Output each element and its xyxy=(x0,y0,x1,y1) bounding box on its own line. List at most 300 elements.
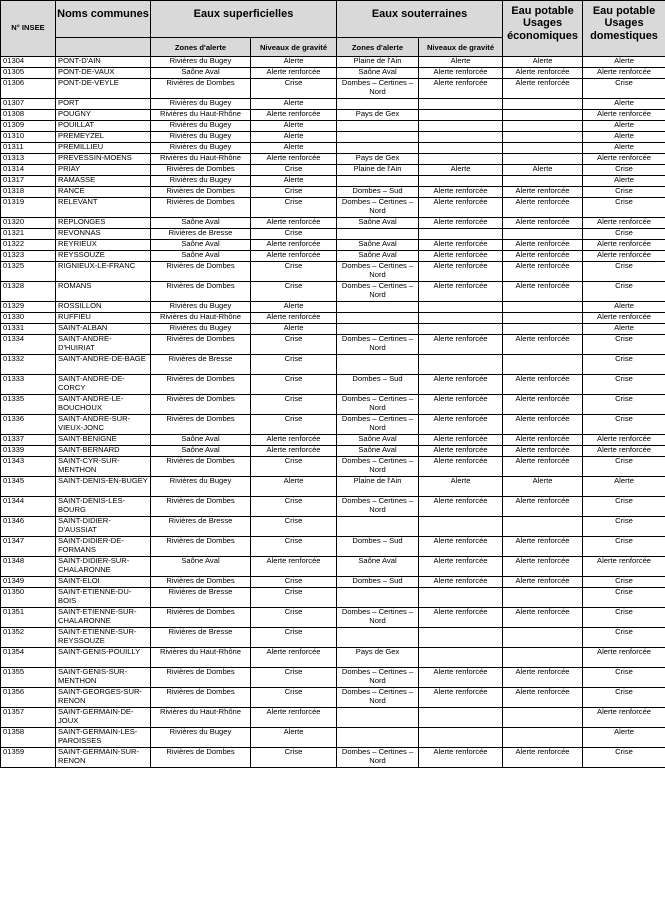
surface-zone-cell: Rivières de Bresse xyxy=(151,628,251,648)
potable-dom-cell: Crise xyxy=(583,748,665,768)
commune-cell: POUILLAT xyxy=(56,121,151,132)
ground-level-cell xyxy=(419,355,503,375)
ground-level-cell: Alerte renforcée xyxy=(419,446,503,457)
insee-cell: 01346 xyxy=(1,517,56,537)
table-row xyxy=(1,132,665,143)
ground-zone-cell: Dombes – Certines – Nord xyxy=(337,688,419,708)
potable-eco-cell: Alerte renforcée xyxy=(503,668,583,688)
surface-level-cell: Crise xyxy=(251,165,337,176)
insee-cell: 01345 xyxy=(1,477,56,497)
surface-level-cell: Alerte renforcée xyxy=(251,313,337,324)
commune-cell: REYSSOUZE xyxy=(56,251,151,262)
ground-level-cell xyxy=(419,154,503,165)
potable-dom-cell: Crise xyxy=(583,198,665,218)
potable-dom-cell: Crise xyxy=(583,497,665,517)
potable-dom-cell: Crise xyxy=(583,457,665,477)
surface-level-cell: Alerte renforcée xyxy=(251,218,337,229)
ground-zone-cell: Saône Aval xyxy=(337,240,419,251)
ground-level-cell: Alerte renforcée xyxy=(419,198,503,218)
surface-zone-cell: Rivières du Bugey xyxy=(151,477,251,497)
potable-dom-cell: Crise xyxy=(583,79,665,99)
potable-eco-cell: Alerte renforcée xyxy=(503,537,583,557)
surface-zone-cell: Rivières de Dombes xyxy=(151,668,251,688)
surface-zone-cell: Rivières de Bresse xyxy=(151,355,251,375)
ground-level-cell xyxy=(419,121,503,132)
insee-cell: 01323 xyxy=(1,251,56,262)
surface-zone-cell: Rivières du Bugey xyxy=(151,132,251,143)
ground-level-cell xyxy=(419,588,503,608)
surface-level-cell: Crise xyxy=(251,229,337,240)
surface-zone-cell: Rivières du Bugey xyxy=(151,57,251,68)
surface-level-cell: Crise xyxy=(251,375,337,395)
potable-eco-cell: Alerte renforcée xyxy=(503,218,583,229)
potable-dom-cell: Alerte xyxy=(583,132,665,143)
ground-zone-cell xyxy=(337,588,419,608)
surface-zone-cell: Rivières de Dombes xyxy=(151,608,251,628)
ground-level-cell xyxy=(419,708,503,728)
surface-zone-cell: Rivières du Haut-Rhône xyxy=(151,110,251,121)
insee-cell: 01356 xyxy=(1,688,56,708)
table-row xyxy=(1,628,665,648)
insee-cell: 01310 xyxy=(1,132,56,143)
commune-cell: SAINT-DENIS-EN-BUGEY xyxy=(56,477,151,497)
commune-cell: SAINT-GERMAIN-DE-JOUX xyxy=(56,708,151,728)
ground-level-cell xyxy=(419,99,503,110)
surface-level-cell: Alerte xyxy=(251,143,337,154)
ground-level-cell xyxy=(419,648,503,668)
surface-level-cell: Crise xyxy=(251,688,337,708)
ground-zone-cell: Dombes – Certines – Nord xyxy=(337,497,419,517)
potable-eco-cell: Alerte renforcée xyxy=(503,748,583,768)
surface-level-cell: Crise xyxy=(251,748,337,768)
surface-level-cell: Crise xyxy=(251,608,337,628)
potable-dom-cell: Crise xyxy=(583,375,665,395)
potable-eco-cell xyxy=(503,517,583,537)
ground-level-cell: Alerte renforcée xyxy=(419,240,503,251)
insee-cell: 01349 xyxy=(1,577,56,588)
surface-zone-cell: Rivières de Dombes xyxy=(151,165,251,176)
ground-level-cell xyxy=(419,132,503,143)
ground-zone-cell xyxy=(337,132,419,143)
surface-level-cell: Alerte renforcée xyxy=(251,648,337,668)
commune-cell: SAINT-GENIS-SUR-MENTHON xyxy=(56,668,151,688)
potable-eco-cell xyxy=(503,728,583,748)
table-row xyxy=(1,229,665,240)
table-row xyxy=(1,355,665,375)
commune-cell: SAINT-ALBAN xyxy=(56,324,151,335)
commune-cell: SAINT-BENIGNE xyxy=(56,435,151,446)
ground-zone-cell xyxy=(337,628,419,648)
potable-dom-cell: Alerte renforcée xyxy=(583,218,665,229)
potable-eco-cell: Alerte renforcée xyxy=(503,446,583,457)
table-row xyxy=(1,648,665,668)
header-potable-eco xyxy=(503,1,583,57)
surface-zone-cell: Rivières du Bugey xyxy=(151,176,251,187)
potable-eco-cell: Alerte renforcée xyxy=(503,187,583,198)
table-row xyxy=(1,415,665,435)
potable-dom-cell: Crise xyxy=(583,262,665,282)
ground-zone-cell xyxy=(337,324,419,335)
insee-cell: 01325 xyxy=(1,262,56,282)
surface-zone-cell: Rivières de Dombes xyxy=(151,262,251,282)
surface-zone-cell: Rivières du Bugey xyxy=(151,728,251,748)
potable-dom-cell: Crise xyxy=(583,628,665,648)
insee-cell: 01330 xyxy=(1,313,56,324)
ground-zone-cell xyxy=(337,313,419,324)
header-row-top xyxy=(1,1,665,38)
commune-cell: ROSSILLON xyxy=(56,302,151,313)
insee-cell: 01343 xyxy=(1,457,56,477)
surface-zone-cell: Rivières de Dombes xyxy=(151,375,251,395)
commune-cell: SAINT-ANDRE-DE-BAGE xyxy=(56,355,151,375)
surface-level-cell: Alerte renforcée xyxy=(251,435,337,446)
commune-cell: SAINT-GENIS-POUILLY xyxy=(56,648,151,668)
insee-cell: 01314 xyxy=(1,165,56,176)
potable-dom-cell: Alerte xyxy=(583,477,665,497)
potable-eco-cell xyxy=(503,588,583,608)
surface-level-cell: Alerte xyxy=(251,57,337,68)
potable-dom-cell: Alerte renforcée xyxy=(583,708,665,728)
insee-cell: 01357 xyxy=(1,708,56,728)
insee-cell: 01331 xyxy=(1,324,56,335)
table-row xyxy=(1,728,665,748)
ground-zone-cell: Pays de Gex xyxy=(337,110,419,121)
ground-level-cell: Alerte renforcée xyxy=(419,68,503,79)
ground-level-cell: Alerte renforcée xyxy=(419,282,503,302)
insee-cell: 01307 xyxy=(1,99,56,110)
commune-cell: SAINT-ANDRE-D'HUIRIAT xyxy=(56,335,151,355)
header-potable-dom xyxy=(583,1,665,57)
table-row xyxy=(1,668,665,688)
ground-zone-cell: Dombes – Sud xyxy=(337,375,419,395)
commune-cell: ROMANS xyxy=(56,282,151,302)
insee-cell: 01333 xyxy=(1,375,56,395)
ground-level-cell: Alerte renforcée xyxy=(419,748,503,768)
table-row xyxy=(1,176,665,187)
commune-cell: RAMASSE xyxy=(56,176,151,187)
ground-level-cell xyxy=(419,628,503,648)
insee-cell: 01329 xyxy=(1,302,56,313)
ground-level-cell: Alerte renforcée xyxy=(419,497,503,517)
ground-zone-cell: Dombes – Certines – Nord xyxy=(337,79,419,99)
table-row xyxy=(1,198,665,218)
potable-eco-cell: Alerte xyxy=(503,165,583,176)
potable-eco-cell xyxy=(503,708,583,728)
potable-eco-cell: Alerte renforcée xyxy=(503,608,583,628)
ground-zone-cell: Dombes – Certines – Nord xyxy=(337,262,419,282)
insee-cell: 01354 xyxy=(1,648,56,668)
table-row xyxy=(1,240,665,251)
ground-level-cell xyxy=(419,302,503,313)
insee-cell: 01306 xyxy=(1,79,56,99)
commune-cell: SAINT-GEORGES-SUR-RENON xyxy=(56,688,151,708)
potable-eco-cell: Alerte renforcée xyxy=(503,262,583,282)
ground-level-cell: Alerte renforcée xyxy=(419,335,503,355)
table-row xyxy=(1,435,665,446)
table-row xyxy=(1,218,665,229)
surface-level-cell: Crise xyxy=(251,79,337,99)
surface-level-cell: Alerte xyxy=(251,324,337,335)
header-surface-water-text: Eaux superficielles xyxy=(193,7,294,20)
ground-zone-cell xyxy=(337,355,419,375)
potable-dom-cell: Alerte xyxy=(583,99,665,110)
table-row xyxy=(1,477,665,497)
ground-level-cell: Alerte renforcée xyxy=(419,251,503,262)
commune-cell: RUFFIEU xyxy=(56,313,151,324)
table-row xyxy=(1,395,665,415)
surface-level-cell: Alerte xyxy=(251,99,337,110)
ground-level-cell: Alerte renforcée xyxy=(419,262,503,282)
table-row xyxy=(1,302,665,313)
potable-eco-cell xyxy=(503,628,583,648)
potable-dom-cell: Alerte renforcée xyxy=(583,110,665,121)
table-row xyxy=(1,313,665,324)
surface-level-cell: Alerte renforcée xyxy=(251,708,337,728)
surface-zone-cell: Saône Aval xyxy=(151,68,251,79)
potable-eco-cell xyxy=(503,132,583,143)
potable-dom-cell: Alerte renforcée xyxy=(583,648,665,668)
surface-level-cell: Alerte renforcée xyxy=(251,68,337,79)
ground-level-cell xyxy=(419,728,503,748)
table-row xyxy=(1,577,665,588)
ground-zone-cell xyxy=(337,176,419,187)
insee-cell: 01344 xyxy=(1,497,56,517)
ground-zone-cell: Plaine de l'Ain xyxy=(337,57,419,68)
ground-zone-cell: Saône Aval xyxy=(337,557,419,577)
potable-eco-cell xyxy=(503,302,583,313)
header-surface-water xyxy=(151,1,337,38)
potable-dom-cell: Crise xyxy=(583,355,665,375)
ground-level-cell: Alerte renforcée xyxy=(419,457,503,477)
header-insee: N° INSEE xyxy=(1,1,56,57)
surface-level-cell: Crise xyxy=(251,668,337,688)
surface-zone-cell: Rivières de Dombes xyxy=(151,335,251,355)
ground-level-cell: Alerte xyxy=(419,477,503,497)
ground-zone-cell: Dombes – Certines – Nord xyxy=(337,608,419,628)
surface-zone-cell: Rivières de Bresse xyxy=(151,229,251,240)
commune-cell: SAINT-CYR-SUR-MENTHON xyxy=(56,457,151,477)
potable-eco-cell: Alerte renforcée xyxy=(503,435,583,446)
insee-cell: 01337 xyxy=(1,435,56,446)
surface-level-cell: Crise xyxy=(251,187,337,198)
potable-dom-cell: Crise xyxy=(583,608,665,628)
potable-eco-cell: Alerte renforcée xyxy=(503,375,583,395)
potable-dom-cell: Alerte xyxy=(583,324,665,335)
surface-zone-cell: Rivières du Bugey xyxy=(151,121,251,132)
surface-level-cell: Crise xyxy=(251,262,337,282)
surface-level-cell: Crise xyxy=(251,395,337,415)
potable-eco-cell xyxy=(503,355,583,375)
insee-cell: 01335 xyxy=(1,395,56,415)
table-row xyxy=(1,187,665,198)
surface-level-cell: Alerte renforcée xyxy=(251,251,337,262)
ground-zone-cell: Dombes – Certines – Nord xyxy=(337,748,419,768)
table-row xyxy=(1,517,665,537)
potable-eco-cell: Alerte renforcée xyxy=(503,240,583,251)
surface-zone-cell: Saône Aval xyxy=(151,435,251,446)
potable-eco-cell: Alerte renforcée xyxy=(503,68,583,79)
ground-zone-cell: Dombes – Sud xyxy=(337,537,419,557)
surface-zone-cell: Rivières du Bugey xyxy=(151,143,251,154)
surface-zone-cell: Saône Aval xyxy=(151,446,251,457)
ground-level-cell: Alerte renforcée xyxy=(419,187,503,198)
potable-dom-cell: Crise xyxy=(583,395,665,415)
surface-zone-cell: Rivières de Dombes xyxy=(151,497,251,517)
potable-dom-cell: Crise xyxy=(583,688,665,708)
potable-dom-cell: Alerte renforcée xyxy=(583,446,665,457)
potable-eco-cell: Alerte renforcée xyxy=(503,79,583,99)
potable-dom-cell: Crise xyxy=(583,588,665,608)
commune-cell: PREVESSIN-MOENS xyxy=(56,154,151,165)
ground-level-cell: Alerte renforcée xyxy=(419,557,503,577)
surface-level-cell: Alerte renforcée xyxy=(251,110,337,121)
ground-zone-cell xyxy=(337,121,419,132)
ground-zone-cell: Dombes – Certines – Nord xyxy=(337,415,419,435)
surface-zone-cell: Saône Aval xyxy=(151,251,251,262)
insee-cell: 01321 xyxy=(1,229,56,240)
surface-level-cell: Alerte xyxy=(251,176,337,187)
surface-level-cell: Crise xyxy=(251,517,337,537)
potable-dom-cell: Alerte xyxy=(583,57,665,68)
ground-zone-cell xyxy=(337,143,419,154)
insee-cell: 01317 xyxy=(1,176,56,187)
potable-dom-cell: Crise xyxy=(583,229,665,240)
ground-zone-cell: Plaine de l'Ain xyxy=(337,477,419,497)
ground-zone-cell: Dombes – Certines – Nord xyxy=(337,457,419,477)
potable-eco-cell xyxy=(503,176,583,187)
ground-level-cell: Alerte renforcée xyxy=(419,375,503,395)
header-potable-eco-text: Eau potable Usages économiques xyxy=(507,4,578,42)
ground-level-cell xyxy=(419,143,503,154)
header-ground-levels: Niveaux de gravité xyxy=(419,38,503,57)
commune-cell: SAINT-ANDRE-DE-CORCY xyxy=(56,375,151,395)
insee-cell: 01319 xyxy=(1,198,56,218)
commune-cell: POUGNY xyxy=(56,110,151,121)
insee-cell: 01350 xyxy=(1,588,56,608)
surface-level-cell: Crise xyxy=(251,415,337,435)
potable-eco-cell: Alerte renforcée xyxy=(503,335,583,355)
insee-cell: 01347 xyxy=(1,537,56,557)
surface-level-cell: Alerte xyxy=(251,132,337,143)
commune-cell: PONT-DE-VEYLE xyxy=(56,79,151,99)
header-commune-text: Noms communes xyxy=(57,7,149,20)
header-ground-zones: Zones d'alerte xyxy=(337,38,419,57)
potable-eco-cell xyxy=(503,229,583,240)
commune-cell: SAINT-DIDIER-DE-FORMANS xyxy=(56,537,151,557)
ground-zone-cell xyxy=(337,728,419,748)
surface-level-cell: Crise xyxy=(251,282,337,302)
surface-level-cell: Crise xyxy=(251,628,337,648)
surface-level-cell: Alerte renforcée xyxy=(251,240,337,251)
surface-level-cell: Crise xyxy=(251,497,337,517)
table-row xyxy=(1,748,665,768)
surface-level-cell: Crise xyxy=(251,577,337,588)
potable-eco-cell xyxy=(503,121,583,132)
surface-level-cell: Alerte renforcée xyxy=(251,154,337,165)
ground-level-cell: Alerte xyxy=(419,165,503,176)
ground-zone-cell xyxy=(337,708,419,728)
ground-zone-cell: Dombes – Sud xyxy=(337,577,419,588)
potable-eco-cell: Alerte renforcée xyxy=(503,198,583,218)
potable-dom-cell: Alerte xyxy=(583,176,665,187)
ground-level-cell: Alerte renforcée xyxy=(419,435,503,446)
surface-level-cell: Alerte xyxy=(251,121,337,132)
table-row xyxy=(1,588,665,608)
potable-dom-cell: Crise xyxy=(583,187,665,198)
surface-zone-cell: Rivières du Haut-Rhône xyxy=(151,708,251,728)
ground-zone-cell: Saône Aval xyxy=(337,446,419,457)
potable-eco-cell: Alerte xyxy=(503,57,583,68)
surface-zone-cell: Rivières de Dombes xyxy=(151,395,251,415)
surface-level-cell: Crise xyxy=(251,588,337,608)
ground-zone-cell: Dombes – Certines – Nord xyxy=(337,282,419,302)
potable-eco-cell: Alerte renforcée xyxy=(503,688,583,708)
surface-zone-cell: Rivières du Haut-Rhône xyxy=(151,313,251,324)
surface-level-cell: Alerte xyxy=(251,302,337,313)
surface-zone-cell: Saône Aval xyxy=(151,557,251,577)
potable-eco-cell: Alerte renforcée xyxy=(503,251,583,262)
surface-level-cell: Alerte xyxy=(251,477,337,497)
table-row xyxy=(1,688,665,708)
commune-cell: PORT xyxy=(56,99,151,110)
surface-zone-cell: Rivières de Dombes xyxy=(151,688,251,708)
potable-eco-cell: Alerte renforcée xyxy=(503,415,583,435)
header-surface-zones: Zones d'alerte xyxy=(151,38,251,57)
surface-level-cell: Crise xyxy=(251,537,337,557)
table-row xyxy=(1,375,665,395)
table-row xyxy=(1,335,665,355)
table-row xyxy=(1,251,665,262)
table-row xyxy=(1,121,665,132)
commune-cell: REYRIEUX xyxy=(56,240,151,251)
potable-eco-cell xyxy=(503,324,583,335)
ground-level-cell: Alerte renforcée xyxy=(419,395,503,415)
table-row xyxy=(1,282,665,302)
commune-cell: SAINT-ANDRE-SUR-VIEUX-JONC xyxy=(56,415,151,435)
surface-zone-cell: Rivières du Haut-Rhône xyxy=(151,154,251,165)
potable-eco-cell: Alerte renforcée xyxy=(503,497,583,517)
potable-dom-cell: Alerte xyxy=(583,121,665,132)
ground-zone-cell xyxy=(337,229,419,240)
surface-zone-cell: Rivières de Dombes xyxy=(151,79,251,99)
commune-cell: SAINT-GERMAIN-LES-PAROISSES xyxy=(56,728,151,748)
potable-dom-cell: Alerte renforcée xyxy=(583,240,665,251)
ground-level-cell: Alerte renforcée xyxy=(419,688,503,708)
header-groundwater-text: Eaux souterraines xyxy=(371,7,468,20)
table-row xyxy=(1,708,665,728)
ground-zone-cell: Saône Aval xyxy=(337,218,419,229)
surface-zone-cell: Rivières de Bresse xyxy=(151,588,251,608)
commune-cell: PONT-DE-VAUX xyxy=(56,68,151,79)
ground-level-cell xyxy=(419,110,503,121)
insee-cell: 01309 xyxy=(1,121,56,132)
ground-level-cell xyxy=(419,313,503,324)
potable-eco-cell xyxy=(503,110,583,121)
potable-eco-cell: Alerte renforcée xyxy=(503,395,583,415)
potable-eco-cell xyxy=(503,313,583,324)
table-row xyxy=(1,165,665,176)
ground-zone-cell: Saône Aval xyxy=(337,435,419,446)
surface-zone-cell: Rivières de Dombes xyxy=(151,187,251,198)
insee-cell: 01320 xyxy=(1,218,56,229)
potable-dom-cell: Alerte xyxy=(583,728,665,748)
ground-level-cell: Alerte renforcée xyxy=(419,577,503,588)
ground-zone-cell xyxy=(337,99,419,110)
commune-cell: PRIAY xyxy=(56,165,151,176)
table-row xyxy=(1,608,665,628)
insee-cell: 01352 xyxy=(1,628,56,648)
ground-level-cell: Alerte renforcée xyxy=(419,668,503,688)
